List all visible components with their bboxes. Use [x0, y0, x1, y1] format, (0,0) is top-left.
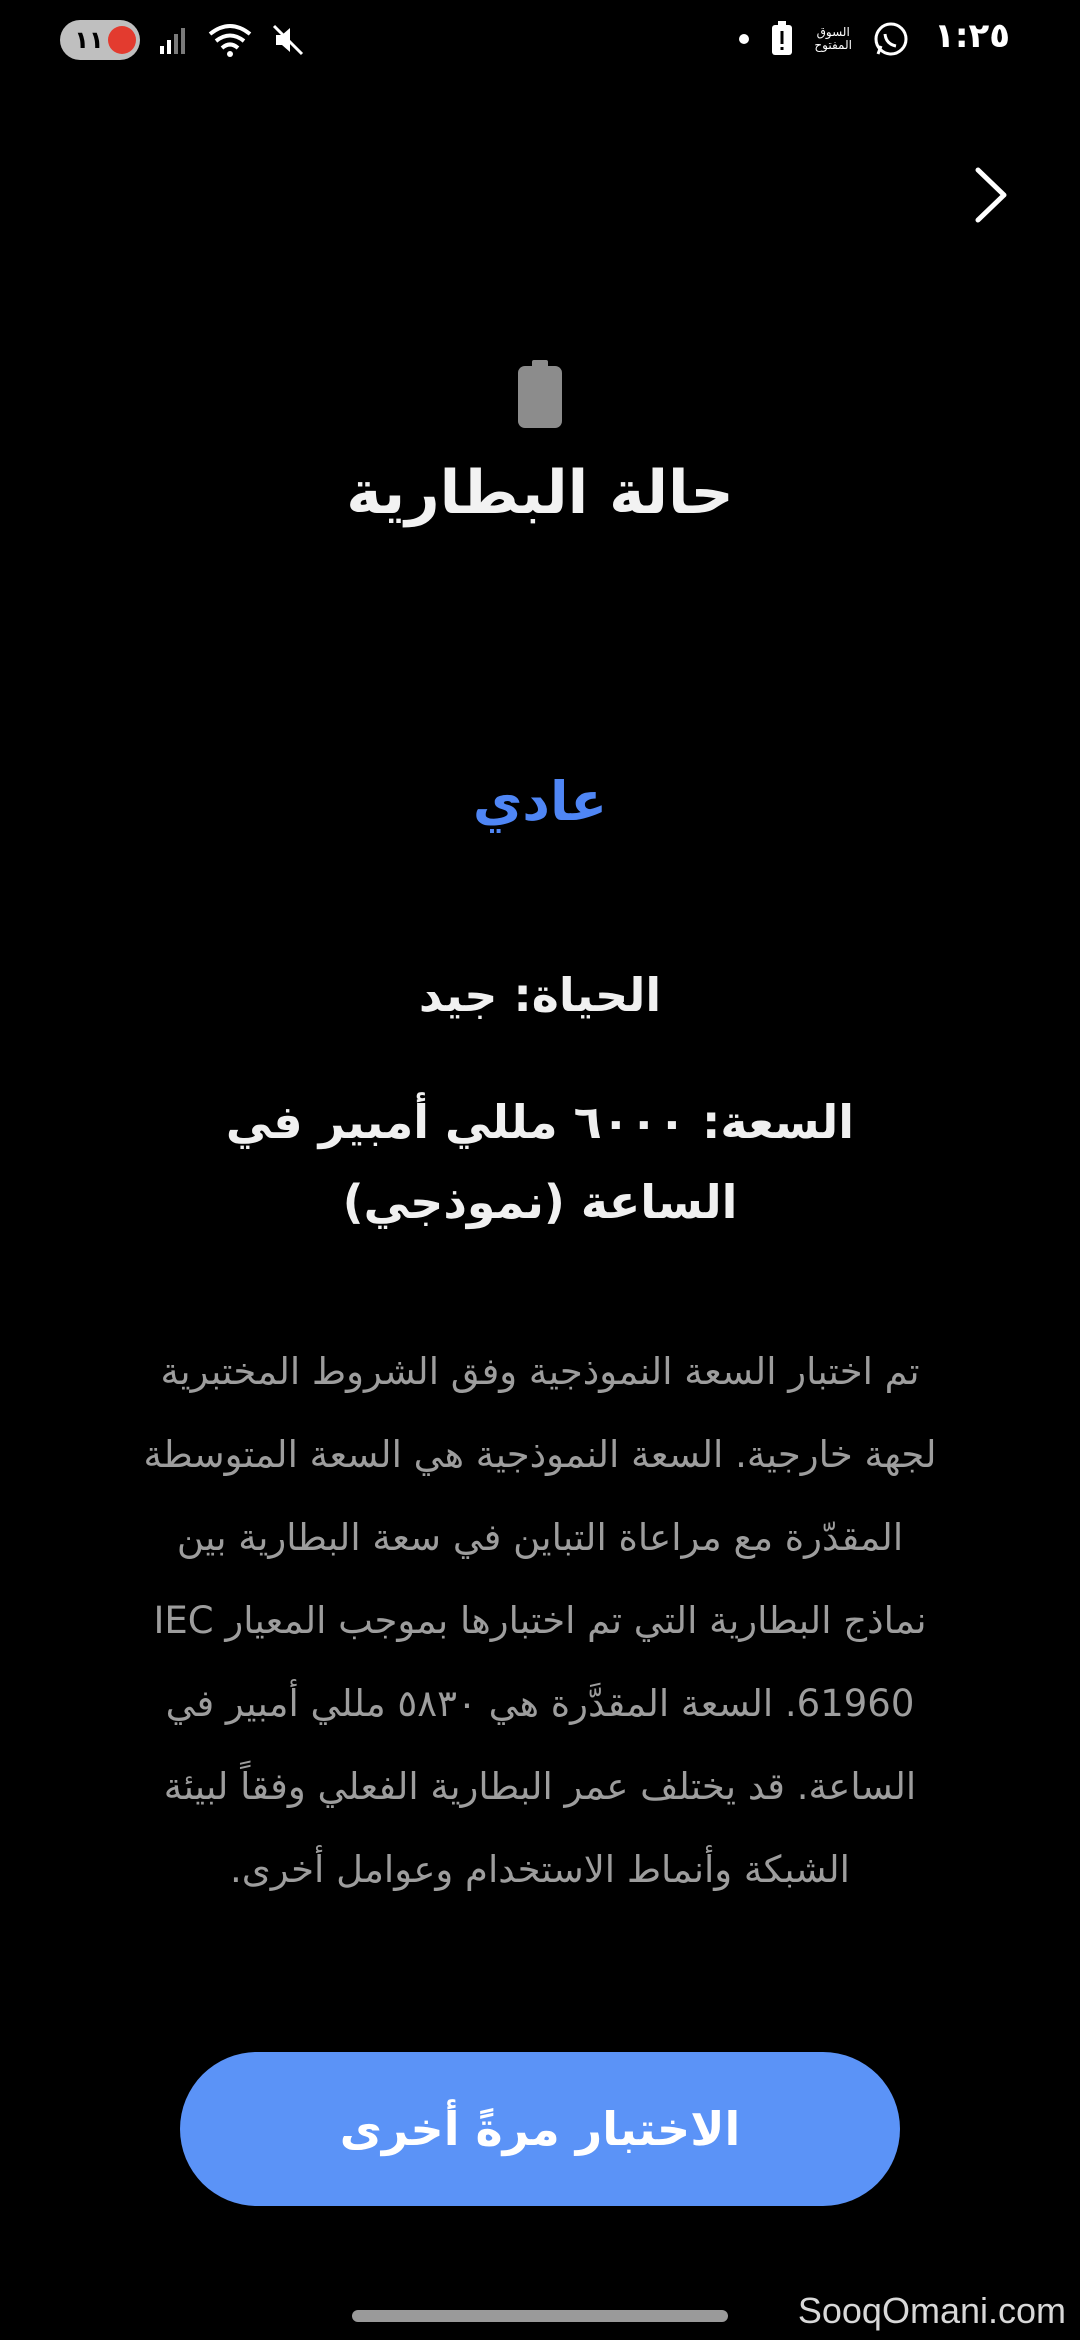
call-indicator-dot: [108, 26, 136, 54]
mute-icon: [270, 22, 306, 58]
watermark: SooqOmani.com: [797, 2290, 1066, 2331]
battery-status-value: عادي: [472, 770, 608, 833]
store-label-line1: السوق: [816, 25, 850, 39]
status-bar: [0, 0, 1080, 84]
whatsapp-icon: [872, 20, 910, 58]
battery-life-line: الحياة: جيد: [418, 968, 662, 1022]
signal-icon: [158, 24, 190, 56]
status-right-group: [738, 20, 910, 58]
call-count: ١١: [74, 26, 104, 54]
battery-icon: [518, 360, 562, 428]
store-label-line2: المفتوح: [814, 38, 852, 52]
ongoing-call-pill[interactable]: [60, 20, 140, 60]
store-icon: [814, 26, 852, 52]
page-title: حالة البطارية: [346, 458, 734, 528]
status-time: ١:٢٥: [934, 16, 1010, 56]
battery-alert-icon: [770, 21, 794, 57]
retest-button[interactable]: الاختبار مرةً أخرى: [180, 2052, 900, 2206]
battery-capacity-line: السعة: ٦٠٠٠ مللي أمبير في الساعة (نموذجي): [225, 1095, 855, 1229]
wifi-icon: [208, 22, 252, 58]
home-indicator[interactable]: [352, 2310, 728, 2322]
dot-icon: [738, 33, 750, 45]
back-chevron-icon[interactable]: [960, 160, 1020, 230]
capacity-description: تم اختبار السعة النموذجية وفق الشروط المختبرية لجهة خارجية. السعة النموذجية هي السعة المتوسطة المقدّرة مع مراعاة التباين في سعة البطارية بين نماذج البطارية التي تم اختبارها بموجب المعيار IEC 61960. السعة المقدَّرة هي ٥٨٣٠ مللي أمبير في الساعة. قد يختلف عمر البطارية الفعلي وفقاً لبيئة الشبكة وأنماط الاستخدام وعوامل أخرى.: [143, 1350, 937, 1891]
status-left-group: [60, 20, 306, 60]
